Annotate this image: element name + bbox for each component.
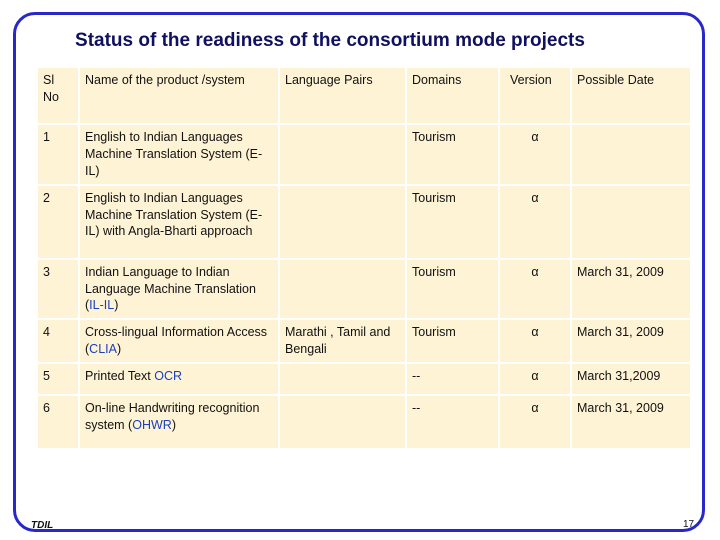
cell-domain: -- xyxy=(406,363,499,395)
product-name-suffix: ) xyxy=(171,418,176,433)
cell-product-name xyxy=(79,259,279,320)
table-row xyxy=(37,124,691,185)
cell-version xyxy=(499,124,571,185)
cell-language-pairs xyxy=(279,259,406,320)
cell-possible-date: March 31, 2009 xyxy=(571,259,691,320)
cell-language-pairs xyxy=(279,124,406,185)
table-row xyxy=(37,363,691,395)
cell-domain: Tourism xyxy=(406,259,499,320)
cell-version xyxy=(499,259,571,320)
version-alpha: α xyxy=(531,130,539,144)
table-row xyxy=(37,319,691,363)
header-possible-date: Possible Date xyxy=(571,67,691,124)
cell-sl-no: 4 xyxy=(37,319,79,363)
cell-possible-date xyxy=(571,124,691,185)
cell-product-name xyxy=(79,395,279,449)
cell-language-pairs xyxy=(279,363,406,395)
cell-sl-no: 3 xyxy=(37,259,79,320)
cell-domain: Tourism xyxy=(406,185,499,259)
cell-possible-date: March 31, 2009 xyxy=(571,319,691,363)
cell-language-pairs: Marathi , Tamil and Bengali xyxy=(279,319,406,363)
version-alpha: α xyxy=(531,190,539,205)
version-alpha: α xyxy=(531,369,539,384)
header-sl-no: Sl No xyxy=(37,67,79,124)
version-alpha: α xyxy=(531,264,539,279)
cell-product-name xyxy=(79,363,279,395)
cell-version xyxy=(499,319,571,363)
table-row xyxy=(37,185,691,259)
cell-possible-date: March 31,2009 xyxy=(571,363,691,395)
cell-sl-no: 6 xyxy=(37,395,79,449)
product-name-suffix: ) xyxy=(114,298,119,313)
header-language-pairs: Language Pairs xyxy=(279,67,406,124)
product-name-text: On-line Handwriting recognition system ( xyxy=(85,401,260,433)
slide-title: Status of the readiness of the consortium mode projects xyxy=(75,30,585,51)
cell-version xyxy=(499,363,571,395)
product-acronym: IL-IL xyxy=(89,298,115,313)
cell-possible-date xyxy=(571,185,691,259)
table-row xyxy=(37,259,691,320)
product-acronym: OHWR xyxy=(132,418,172,433)
status-table xyxy=(36,66,692,450)
cell-sl-no: 1 xyxy=(37,124,79,185)
footer-logo-text: TDIL xyxy=(31,520,54,531)
cell-version xyxy=(499,395,571,449)
version-alpha: α xyxy=(531,325,539,340)
version-alpha: α xyxy=(531,401,539,416)
cell-product-name: English to Indian Languages Machine Translation System (E-IL) xyxy=(79,124,279,185)
cell-domain: -- xyxy=(406,395,499,449)
product-name-text: Cross-lingual Information Access ( xyxy=(85,325,268,357)
cell-product-name: English to Indian Languages Machine Translation System (E-IL) with Angla-Bharti approach xyxy=(79,185,279,259)
cell-sl-no: 2 xyxy=(37,185,79,259)
cell-possible-date: March 31, 2009 xyxy=(571,395,691,449)
cell-product-name xyxy=(79,319,279,363)
header-version: Version xyxy=(499,67,571,124)
header-domains: Domains xyxy=(406,67,499,124)
product-name-text: Printed Text xyxy=(85,369,155,384)
product-name-text: Indian Language to Indian Language Machine Translation ( xyxy=(85,264,256,313)
product-acronym: CLIA xyxy=(89,342,117,357)
cell-version xyxy=(499,185,571,259)
cell-domain: Tourism xyxy=(406,124,499,185)
cell-sl-no: 5 xyxy=(37,363,79,395)
page-number: 17 xyxy=(683,519,695,530)
cell-language-pairs xyxy=(279,185,406,259)
table-row xyxy=(37,395,691,449)
cell-language-pairs xyxy=(279,395,406,449)
product-name-suffix: ) xyxy=(116,342,122,357)
product-acronym: OCR xyxy=(154,369,183,384)
header-product-name: Name of the product /system xyxy=(79,67,279,124)
cell-domain: Tourism xyxy=(406,319,499,363)
table-header-row xyxy=(37,67,691,124)
